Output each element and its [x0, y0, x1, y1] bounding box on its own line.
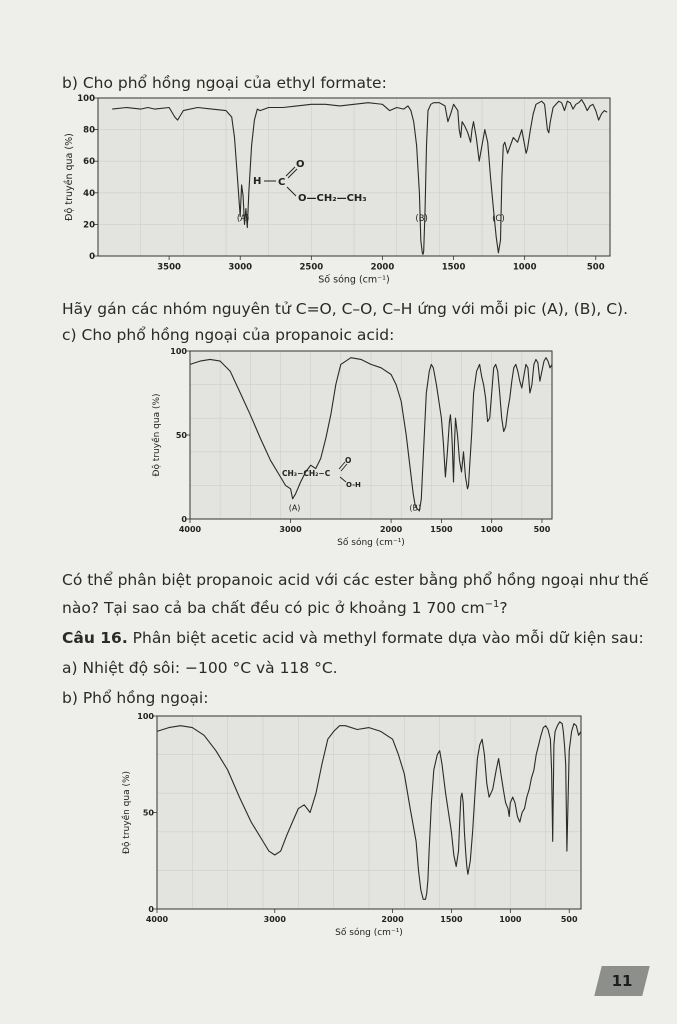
structure-chain: O—CH₂—CH₃ [298, 193, 367, 204]
structure-h: H [253, 176, 262, 187]
cau16-text: Phân biệt acetic acid và methyl formate dựa vào mỗi dữ kiện sau: [127, 629, 644, 647]
x-tick-label: 4000 [145, 915, 169, 924]
structure-o: O [296, 159, 305, 170]
page-number: 11 [611, 972, 633, 990]
x-tick-label: 2000 [370, 262, 395, 273]
x-axis-label: Số sóng (cm⁻¹) [335, 928, 403, 938]
x-tick-label: 2000 [379, 525, 403, 534]
y-axis-label: Độ truyền qua (%) [152, 393, 162, 477]
y-tick-label: 60 [83, 157, 95, 168]
page-number-badge [594, 966, 649, 996]
peak-label: (B) [409, 503, 422, 513]
ir-spectrum-ethyl-formate [60, 93, 620, 288]
y-tick-label: 40 [83, 188, 95, 199]
y-tick-label: 0 [148, 904, 154, 914]
question-paragraph-line2 [62, 595, 508, 618]
peak-label: (B) [415, 214, 428, 225]
unit-superscript: −1 [484, 599, 500, 610]
y-tick-label: 80 [83, 125, 95, 136]
peak-label: (A) [288, 503, 301, 513]
question-b-ethyl-formate: b) Cho phổ hồng ngoại của ethyl formate: [62, 74, 387, 92]
structure-o: O [345, 456, 352, 465]
x-tick-label: 3000 [263, 915, 286, 924]
y-tick-label: 20 [83, 220, 95, 231]
y-tick-label: 100 [170, 346, 187, 356]
y-tick-label: 100 [137, 711, 154, 721]
ir-spectrum-question-16 [115, 708, 590, 948]
question-paragraph-line1: Có thể phân biệt propanoic acid với các ester bằng phổ hồng ngoại như thế [62, 571, 649, 589]
x-tick-label: 2000 [381, 915, 404, 924]
y-axis-label: Độ truyền qua (%) [122, 770, 132, 855]
cau16-a: a) Nhiệt độ sôi: −100 °C và 118 °C. [62, 659, 338, 677]
x-tick-label: 3000 [228, 262, 253, 273]
peak-label: (A) [236, 214, 250, 225]
x-tick-label: 500 [560, 915, 578, 924]
ir-spectrum-propanoic-acid [145, 343, 565, 561]
structure-c: C [278, 177, 286, 188]
y-tick-label: 0 [181, 514, 187, 524]
y-tick-label: 0 [89, 251, 95, 262]
cau16-label: Câu 16. [62, 629, 128, 647]
question-c-propanoic-acid: c) Cho phổ hồng ngoại của propanoic acid: [62, 326, 395, 344]
x-tick-label: 1500 [441, 262, 466, 273]
cau16-b: b) Phổ hồng ngoại: [62, 689, 209, 707]
x-tick-label: 3500 [157, 262, 181, 273]
assign-instruction: Hãy gán các nhóm nguyên tử C=O, C–O, C–H ứng với mỗi pic (A), (B), C). [62, 300, 629, 318]
question-line2-end: ? [499, 599, 508, 618]
structure-oh: O-H [346, 481, 361, 489]
x-tick-label: 500 [533, 525, 551, 534]
x-tick-label: 1500 [430, 525, 453, 534]
x-axis-label: Số sóng (cm⁻¹) [337, 538, 405, 548]
x-tick-label: 500 [586, 262, 605, 273]
cau16-line [62, 628, 644, 648]
x-tick-label: 1000 [480, 525, 503, 534]
x-tick-label: 3000 [279, 525, 302, 534]
y-tick-label: 100 [77, 93, 95, 104]
structure-chain: CH₃−CH₂−C [282, 469, 331, 478]
y-tick-label: 50 [175, 430, 187, 440]
y-tick-label: 50 [142, 808, 154, 818]
y-axis-label: Độ truyền qua (%) [64, 133, 75, 221]
question-line2-text: nào? Tại sao cả ba chất đều có pic ở khoảng 1 700 cm [62, 599, 485, 618]
x-tick-label: 1500 [440, 915, 463, 924]
x-axis-label: Số sóng (cm⁻¹) [318, 274, 390, 286]
peak-label: (C) [492, 214, 505, 225]
x-tick-label: 4000 [178, 525, 202, 534]
x-tick-label: 1000 [512, 262, 537, 273]
x-tick-label: 1000 [499, 915, 522, 924]
x-tick-label: 2500 [299, 262, 324, 273]
